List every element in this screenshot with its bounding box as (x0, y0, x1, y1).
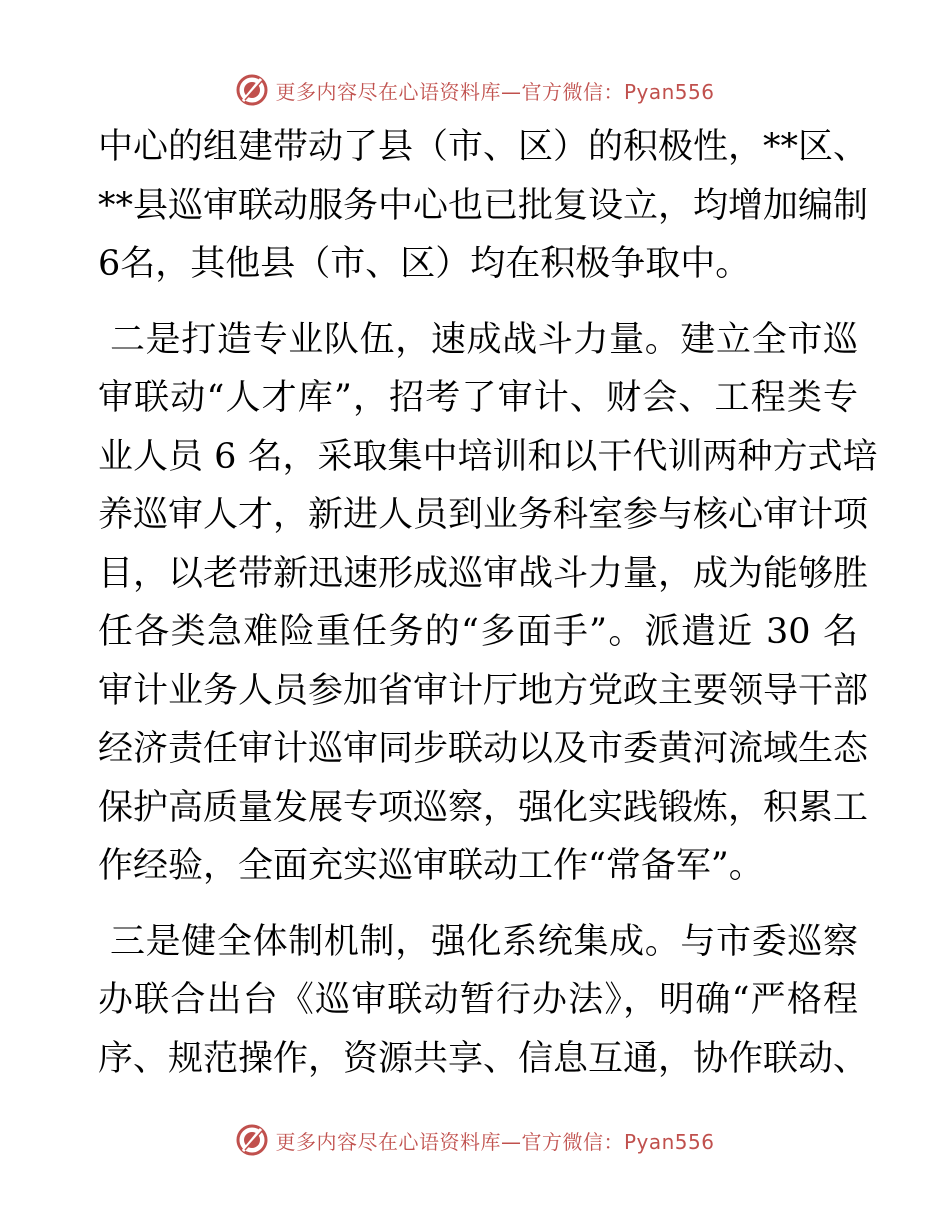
text-line: 6名，其他县（市、区）均在积极争取中。 (98, 244, 751, 284)
text-line: 作经验，全面充实巡审联动工作“常备军”。 (98, 846, 764, 886)
paragraph-1 (98, 118, 869, 294)
header-banner-text: 更多内容尽在心语资料库—官方微信：Pyan556 (275, 79, 715, 104)
text-line: 养巡审人才，新进人员到业务科室参与核心审计项 (98, 495, 869, 535)
text-line: 审联动“人才库”，招考了审计、财会、工程类专 (98, 378, 858, 418)
text-line: 二是打造专业队伍，速成战斗力量。建立全市巡 (110, 319, 858, 360)
paragraph-3 (98, 913, 869, 1089)
text-line: 审计业务人员参加省审计厅地方党政主要领导干部 (98, 670, 869, 711)
text-line: 序、规范操作，资源共享、信息互通，协作联动、 (98, 1038, 869, 1079)
pen-seal-logo-icon (235, 1123, 269, 1157)
text-line: 经济责任审计巡审同步联动以及市委黄河流域生态 (98, 729, 869, 769)
header-watermark-banner (0, 70, 950, 110)
text-line: 中心的组建带动了县（市、区）的积极性，**区、 (98, 127, 869, 167)
document-body (98, 118, 878, 1088)
text-line: 目，以老带新迅速形成巡审战斗力量，成为能够胜 (98, 553, 869, 594)
pen-seal-logo-icon (235, 73, 269, 107)
text-line: 保护高质量发展专项巡察，强化实践锻炼，积累工 (98, 787, 869, 828)
text-line: 三是健全体制机制，强化系统集成。与市委巡察 (110, 921, 858, 962)
text-line: 业人员 6 名，采取集中培训和以干代训两种方式培 (98, 436, 878, 477)
text-line: 任各类急难险重任务的“多面手”。派遣近 30 名 (98, 612, 858, 652)
text-line: **县巡审联动服务中心也已批复设立，均增加编制 (98, 185, 869, 226)
footer-watermark-banner (0, 1120, 950, 1160)
paragraph-2 (98, 311, 878, 896)
footer-banner-text: 更多内容尽在心语资料库—官方微信：Pyan556 (275, 1129, 715, 1154)
text-line: 办联合出台《巡审联动暂行办法》，明确“严格程 (98, 980, 858, 1020)
